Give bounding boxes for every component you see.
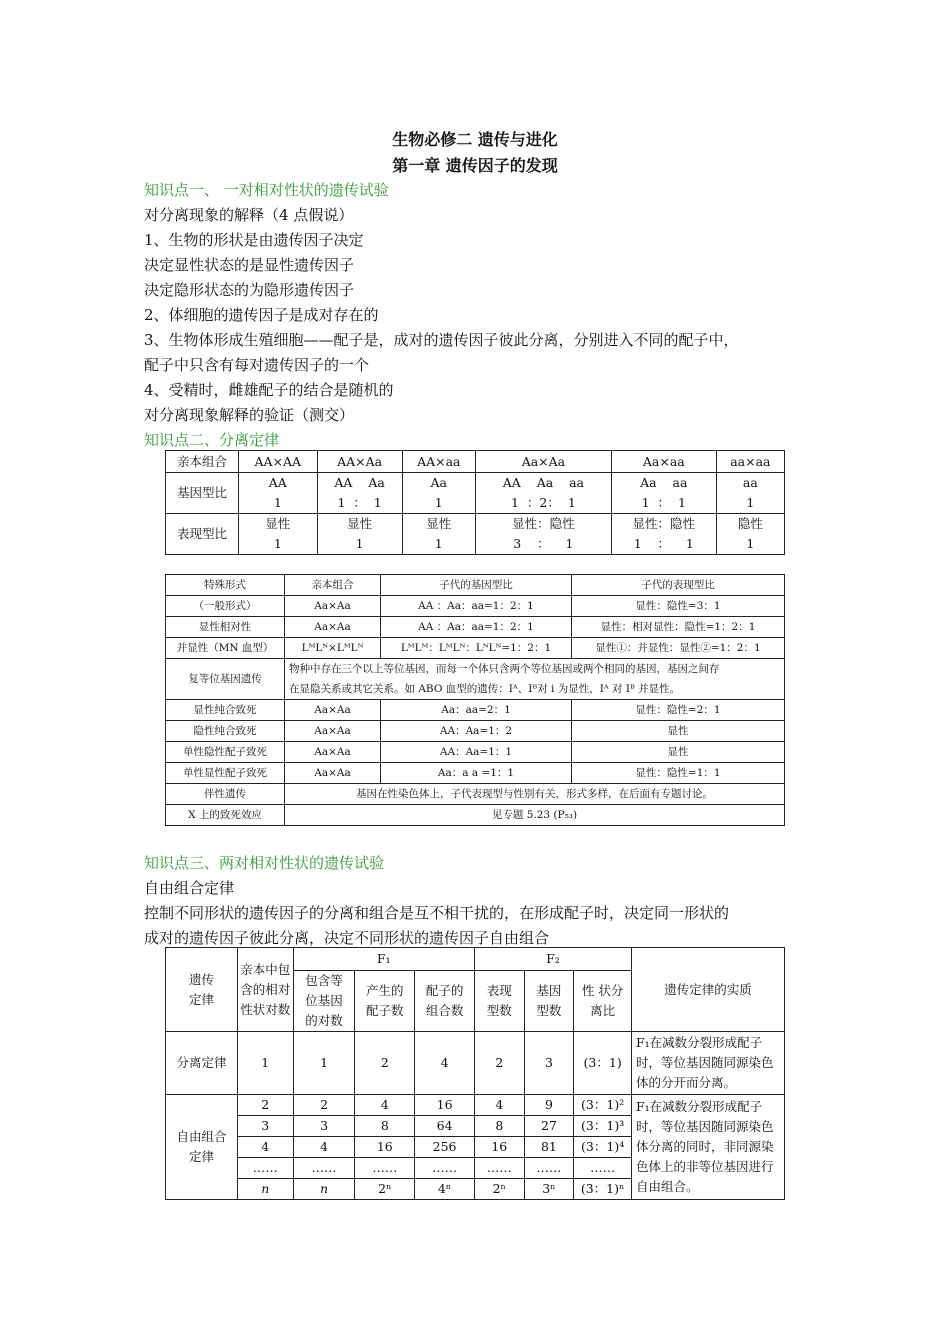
table-cell: 并显性（MN 血型） <box>166 638 285 659</box>
table-row <box>166 659 785 700</box>
table-cell: 2 <box>474 1032 524 1095</box>
table-cell: (3：1)ⁿ <box>574 1179 632 1200</box>
text-line: 对分离现象的解释（4 点假说） <box>144 206 354 224</box>
table-row <box>166 700 785 721</box>
cell-text: 配子的组合数 <box>425 983 464 1018</box>
document-title: 生物必修二 遗传与进化 <box>392 130 558 149</box>
cell-line: 显性 <box>347 516 373 531</box>
table-cell: 4 <box>355 1095 415 1116</box>
cell-line: 1 ： 1 <box>633 536 694 551</box>
cell-line: 3 ： 1 <box>513 536 574 551</box>
table-cell: 显性：相对显性：隐性=1：2：1 <box>572 617 785 638</box>
table-cell: AA：Aa=1：2 <box>381 721 572 742</box>
cell-line: 显性 <box>265 516 291 531</box>
table-cell <box>611 514 716 555</box>
table-cell: …… <box>293 1158 355 1179</box>
table-cell <box>475 473 611 514</box>
table-cell: 16 <box>355 1137 415 1158</box>
cell-line: 1 <box>746 536 755 551</box>
table-row <box>166 514 785 555</box>
table-cell: 显性：隐性=1：1 <box>572 763 785 784</box>
table-cell <box>166 1095 238 1200</box>
cell-line: AA Aa aa <box>502 475 585 490</box>
text-line: 对分离现象解释的验证（测交） <box>144 406 355 424</box>
table-cell: (3：1)³ <box>574 1116 632 1137</box>
table-cell <box>524 971 574 1032</box>
cell-line: 1 <box>273 495 282 510</box>
table-cell <box>474 971 524 1032</box>
cell-line: 1 <box>746 495 755 510</box>
table-cell: 2 <box>293 1095 355 1116</box>
table-cell: 显性：隐性=3：1 <box>572 596 785 617</box>
table-cell: 4 <box>415 1032 475 1095</box>
table-cell: LᴹLᴹ：LᴹLᴺ：LᴺLᴺ=1：2：1 <box>381 638 572 659</box>
table-cell: 显性纯合致死 <box>166 700 285 721</box>
table-cell: 亲本组合 <box>166 451 239 473</box>
table-cell <box>239 473 318 514</box>
table-cell: 3 <box>524 1032 574 1095</box>
text-line: 配子中只含有每对遗传因子的一个 <box>144 356 370 374</box>
table-cell: 64 <box>415 1116 475 1137</box>
cell-line: 显性：隐性 <box>512 516 575 531</box>
cell-line: 1 ： 1 <box>641 495 686 510</box>
table-cell: 3ⁿ <box>524 1179 574 1200</box>
table-cell: aa×aa <box>716 451 784 473</box>
table-cell: AA：Aa=1：1 <box>381 742 572 763</box>
text-line: 控制不同形状的遗传因子的分离和组合是互不相干扰的，在形成配子时，决定同一形状的 <box>144 904 730 922</box>
table-cell <box>716 514 784 555</box>
table-cell: LᴹLᴺ×LᴹLᴺ <box>285 638 381 659</box>
text-line: 1、生物的形状是由遗传因子决定 <box>144 231 364 249</box>
cell-text: 表现型数 <box>486 983 512 1018</box>
table-cell: 显性相对性 <box>166 617 285 638</box>
table-cell: 1 <box>237 1032 293 1095</box>
table-cell <box>166 948 238 1032</box>
table-cell <box>402 514 475 555</box>
table-cell: Aa×Aa <box>285 763 381 784</box>
table-cell: …… <box>474 1158 524 1179</box>
cell-text: 包含等位基因的对数 <box>305 973 343 1028</box>
text-line: 3、生物体形成生殖细胞——配子是，成对的遗传因子彼此分离，分别进入不同的配子中， <box>144 331 739 349</box>
table-cell: Aa×Aa <box>285 721 381 742</box>
table-row <box>166 742 785 763</box>
cell-line: 显性 <box>426 516 452 531</box>
table-cell: …… <box>524 1158 574 1179</box>
table-cell: …… <box>415 1158 475 1179</box>
table-cell: 3 <box>237 1116 293 1137</box>
cell-text: 基因型数 <box>536 983 562 1018</box>
table-cell: Aa×Aa <box>285 742 381 763</box>
table-cell: (3：1)² <box>574 1095 632 1116</box>
table-cell: 显性：隐性=2：1 <box>572 700 785 721</box>
table-cell <box>355 971 415 1032</box>
text-line: 决定隐形状态的为隐形遗传因子 <box>144 281 355 299</box>
table-cell: 表现型比 <box>166 514 239 555</box>
table-cell: n <box>293 1179 355 1200</box>
table-row <box>166 1095 785 1116</box>
cell-line: 显性：隐性 <box>632 516 696 531</box>
cell-text: 产生的配子数 <box>366 983 404 1018</box>
table-cell: n <box>237 1179 293 1200</box>
table-cell: （一般形式） <box>166 596 285 617</box>
table-cell <box>239 514 318 555</box>
cell-text: 亲本中包含的相对性状对数 <box>240 961 291 1017</box>
cell-line: AA Aa <box>334 475 385 490</box>
table-cell: Aa×Aa <box>475 451 611 473</box>
table-cell <box>402 473 475 514</box>
cell-line: 1 <box>355 536 364 551</box>
table-cell: 81 <box>524 1137 574 1158</box>
cell-line: 1 <box>273 536 282 551</box>
cell-text: 性 状分离比 <box>581 983 624 1018</box>
table-cell <box>475 514 611 555</box>
chapter-title: 第一章 遗传因子的发现 <box>392 156 558 175</box>
table-cell: 单性显性配子致死 <box>166 763 285 784</box>
table-row <box>166 721 785 742</box>
table-cell: (3：1)⁴ <box>574 1137 632 1158</box>
text-line: 决定显性状态的是显性遗传因子 <box>144 256 355 274</box>
table-cell: 4 <box>293 1137 355 1158</box>
table-cell: 8 <box>355 1116 415 1137</box>
table-cell: 见专题 5.23 (P₅₃) <box>285 805 785 826</box>
table-cell: Aa×Aa <box>285 596 381 617</box>
table-cell: 8 <box>474 1116 524 1137</box>
table-cell: 隐性纯合致死 <box>166 721 285 742</box>
table-cell: Aa×aa <box>611 451 716 473</box>
text-line: 自由组合定律 <box>144 879 235 897</box>
cell-line: Aa <box>430 475 448 490</box>
special-forms-table <box>165 574 785 826</box>
table-cell: 27 <box>524 1116 574 1137</box>
table-cell: 3 <box>293 1116 355 1137</box>
kp3-heading: 知识点三、两对相对性状的遗传试验 <box>144 854 385 872</box>
table-cell: 单性隐性配子致死 <box>166 742 285 763</box>
cell-text: 自由组合定律 <box>176 1129 227 1164</box>
table-cell: 2ⁿ <box>355 1179 415 1200</box>
cell-line: 1 <box>434 536 443 551</box>
table-cell: 显性 <box>572 742 785 763</box>
table-cell: 4 <box>237 1137 293 1158</box>
table-cell: 遗传定律的实质 <box>631 948 784 1032</box>
table-cell: Aa：aa=2：1 <box>381 700 572 721</box>
table-cell: 2ⁿ <box>474 1179 524 1200</box>
cell-text: 遗传定律 <box>188 971 214 1007</box>
cell-line: aa <box>742 475 758 490</box>
table-cell <box>317 514 402 555</box>
table-cell: F₂ <box>474 948 631 971</box>
table-cell: (3：1) <box>574 1032 632 1095</box>
table-cell <box>574 971 632 1032</box>
table-cell: AA ：Aa：aa=1：2：1 <box>381 596 572 617</box>
table-row <box>166 473 785 514</box>
table-cell <box>237 948 293 1032</box>
table-cell <box>611 473 716 514</box>
table-cell <box>293 971 355 1032</box>
table-cell: 2 <box>237 1095 293 1116</box>
table-cell: 显性①：并显性：显性②=1：2：1 <box>572 638 785 659</box>
cell-line: AA <box>268 475 287 490</box>
table-cell: AA×Aa <box>317 451 402 473</box>
table-cell: 2 <box>355 1032 415 1095</box>
table-row <box>166 575 785 596</box>
table-cell <box>317 473 402 514</box>
table-cell: 4 <box>474 1095 524 1116</box>
table-cell: …… <box>355 1158 415 1179</box>
table-cell: 4ⁿ <box>415 1179 475 1200</box>
cell-line: 物种中存在三个以上等位基因，而每一个体只含两个等位基因或两个相同的基因，基因之间存 <box>289 663 720 675</box>
separation-table <box>165 450 785 555</box>
table-cell: X 上的致死效应 <box>166 805 285 826</box>
table-cell: F₁在减数分裂形成配子时，等位基因随同源染色体的分开而分离。 <box>631 1032 784 1095</box>
table-cell: Aa×Aa <box>285 617 381 638</box>
table-cell: 256 <box>415 1137 475 1158</box>
table-cell: …… <box>237 1158 293 1179</box>
table-cell: 分离定律 <box>166 1032 238 1095</box>
table-cell: …… <box>574 1158 632 1179</box>
table-cell: 1 <box>293 1032 355 1095</box>
table-cell: 伴性遗传 <box>166 784 285 805</box>
cell-line: 1 <box>434 495 443 510</box>
table-row <box>166 763 785 784</box>
table-cell: 子代的基因型比 <box>381 575 572 596</box>
table-cell: 复等位基因遗传 <box>166 659 285 700</box>
cell-line: 隐性 <box>737 516 763 531</box>
table-cell <box>415 971 475 1032</box>
table-cell: 基因在性染色体上，子代表现型与性别有关，形式多样，在后面有专题讨论。 <box>285 784 785 805</box>
table-row <box>166 784 785 805</box>
table-cell: AA×AA <box>239 451 318 473</box>
table-cell: 子代的表现型比 <box>572 575 785 596</box>
table-cell <box>716 473 784 514</box>
table-cell: Aa×Aa <box>285 700 381 721</box>
inheritance-law-table <box>165 947 785 1200</box>
table-row <box>166 805 785 826</box>
table-cell: 基因型比 <box>166 473 239 514</box>
cell-line: 在显隐关系或其它关系。如 ABO 血型的遗传：Iᴬ、Iᴮ对 i 为显性，Iᴬ 对 Iᴮ 并显性。 <box>289 683 681 695</box>
table-cell <box>285 659 785 700</box>
table-cell: 16 <box>415 1095 475 1116</box>
text-line: 4、受精时，雌雄配子的结合是随机的 <box>144 381 394 399</box>
table-cell: Aa：a a =1：1 <box>381 763 572 784</box>
table-row <box>166 948 785 971</box>
text-line: 成对的遗传因子彼此分离，决定不同形状的遗传因子自由组合 <box>144 929 550 947</box>
table-row <box>166 1032 785 1095</box>
text-line: 2、体细胞的遗传因子是成对存在的 <box>144 306 379 324</box>
table-cell: 特殊形式 <box>166 575 285 596</box>
table-cell: 9 <box>524 1095 574 1116</box>
table-row <box>166 638 785 659</box>
table-row <box>166 596 785 617</box>
table-cell: F₁在减数分裂形成配子时，等位基因随同源染色体分离的同时，非同源染色体上的非等位基因进行自由组合。 <box>631 1095 784 1200</box>
table-cell: 16 <box>474 1137 524 1158</box>
kp1-heading: 知识点一、 一对相对性状的遗传试验 <box>144 181 389 199</box>
table-cell: AA×aa <box>402 451 475 473</box>
kp2-heading: 知识点二、分离定律 <box>144 431 280 449</box>
cell-line: 1 ： 1 <box>337 495 382 510</box>
cell-line: 1 ：2： 1 <box>511 495 576 510</box>
cell-line: Aa aa <box>640 475 688 490</box>
table-cell: 显性 <box>572 721 785 742</box>
table-cell: 亲本组合 <box>285 575 381 596</box>
table-row <box>166 451 785 473</box>
table-cell: F₁ <box>293 948 474 971</box>
table-cell: AA ：Aa：aa=1：2：1 <box>381 617 572 638</box>
table-row <box>166 617 785 638</box>
